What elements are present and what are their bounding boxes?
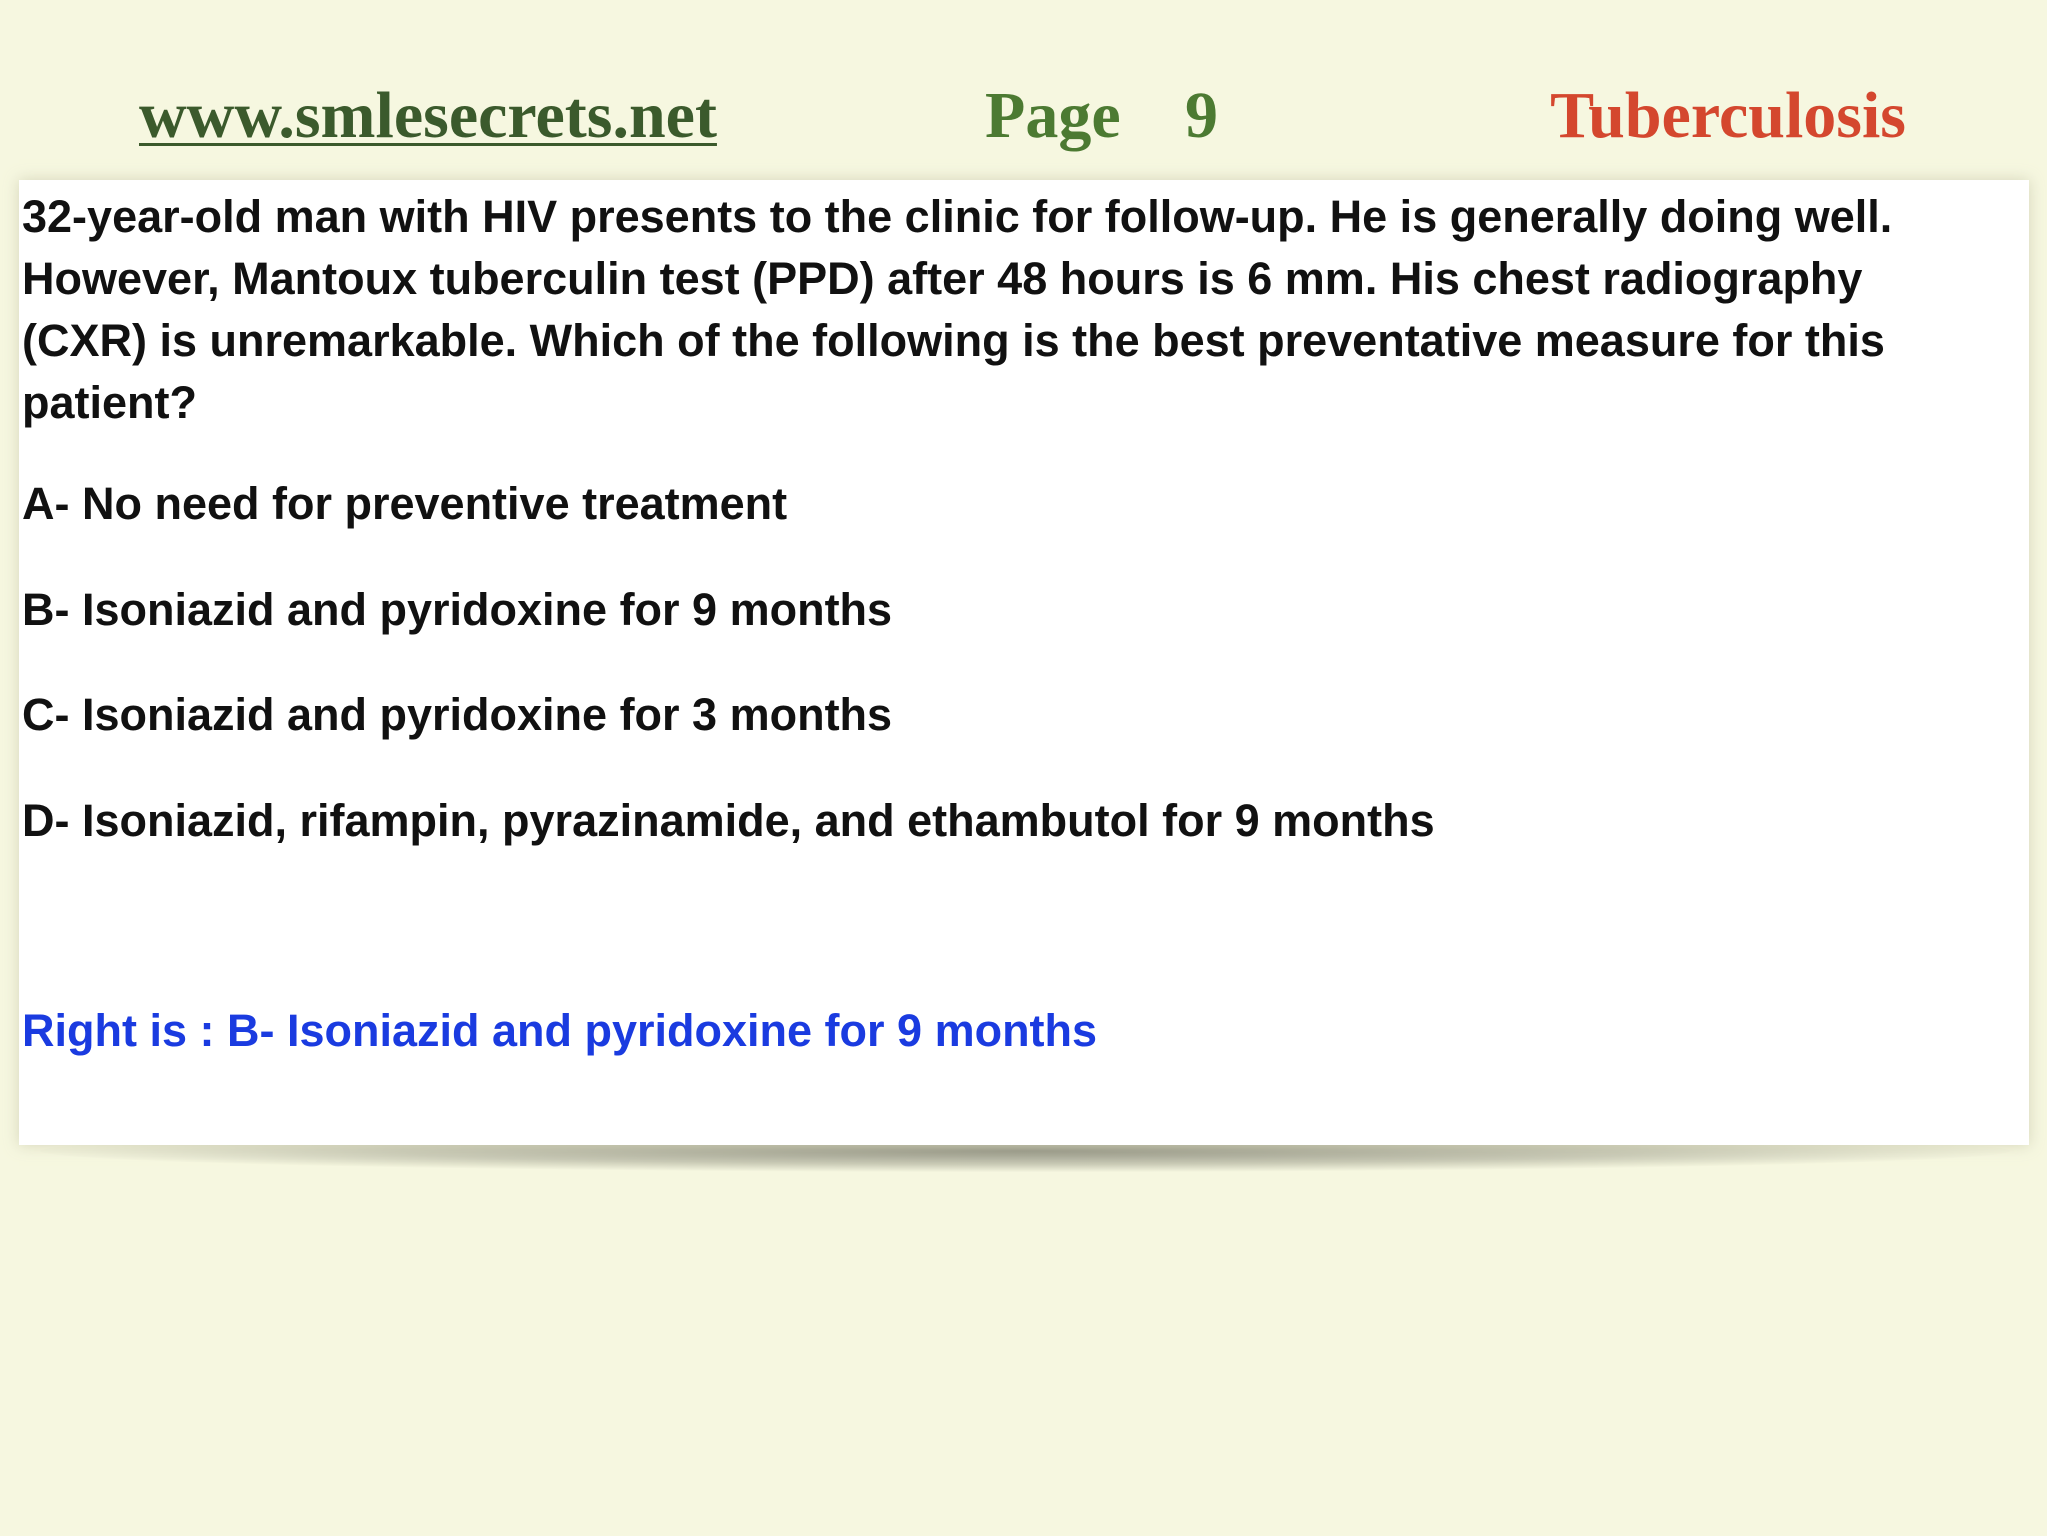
page-number: 9: [1185, 79, 1218, 152]
page-header: [0, 70, 2047, 160]
correct-answer: Right is : B- Isoniazid and pyridoxine for 9 months: [22, 1005, 1098, 1056]
option-c[interactable]: C- Isoniazid and pyridoxine for 3 months: [22, 689, 893, 740]
option-b[interactable]: B- Isoniazid and pyridoxine for 9 months: [22, 584, 893, 635]
option-a[interactable]: A- No need for preventive treatment: [22, 478, 788, 529]
page-label: Page: [985, 79, 1121, 152]
question-text: 32-year-old man with HIV presents to the clinic for follow-up. He is generally doing well. However, Mantoux tuberculin test (PPD) after 48 hours is 6 mm. His chest radiography (CXR) is unremarkable. Which of the following is the best preventative measure for this patient?: [22, 191, 1893, 428]
topic-title: Tuberculosis: [1550, 79, 1906, 152]
site-link[interactable]: www.smlesecrets.net: [139, 79, 717, 152]
option-d[interactable]: D- Isoniazid, rifampin, pyrazinamide, and ethambutol for 9 months: [22, 795, 1435, 846]
question-card: [19, 180, 2029, 1145]
